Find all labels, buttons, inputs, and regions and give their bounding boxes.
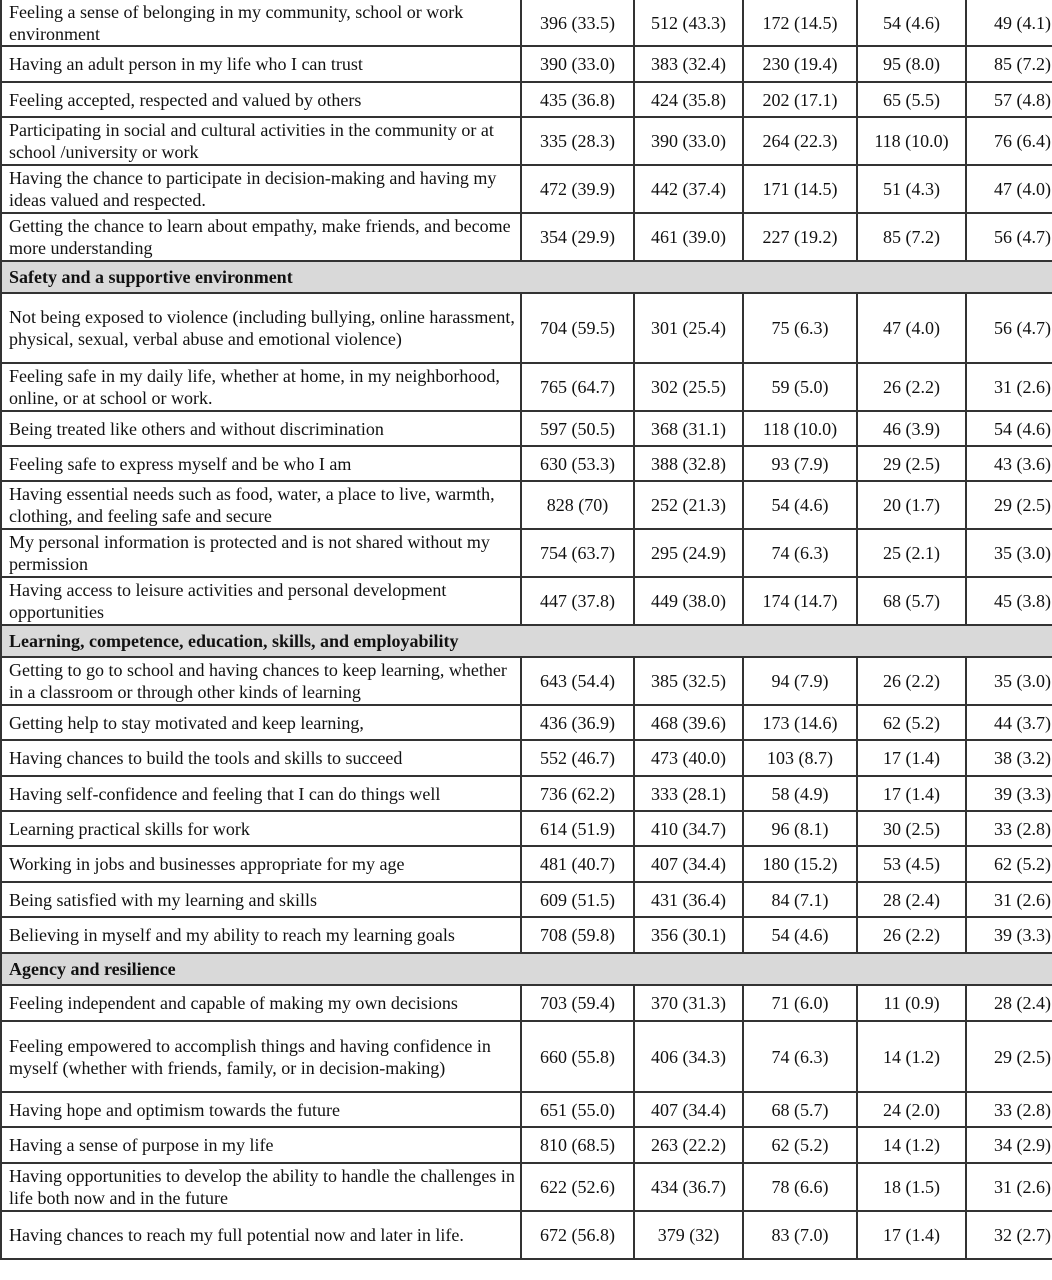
value-cell: 47 (4.0) xyxy=(966,165,1052,213)
value-cell: 264 (22.3) xyxy=(743,117,857,165)
value-cell: 171 (14.5) xyxy=(743,165,857,213)
value-cell: 43 (3.6) xyxy=(966,446,1052,481)
value-cell: 407 (34.4) xyxy=(634,846,743,882)
item-label: Being treated like others and without discrimination xyxy=(1,411,521,446)
value-cell: 85 (7.2) xyxy=(857,213,966,261)
value-cell: 396 (33.5) xyxy=(521,0,634,46)
value-cell: 424 (35.8) xyxy=(634,82,743,117)
value-cell: 335 (28.3) xyxy=(521,117,634,165)
value-cell: 68 (5.7) xyxy=(743,1092,857,1127)
value-cell: 512 (43.3) xyxy=(634,0,743,46)
table-row xyxy=(1,165,1052,213)
value-cell: 765 (64.7) xyxy=(521,363,634,411)
value-cell: 442 (37.4) xyxy=(634,165,743,213)
value-cell: 29 (2.5) xyxy=(966,481,1052,529)
item-label: Getting the chance to learn about empathy, make friends, and become more understanding xyxy=(1,213,521,261)
value-cell: 447 (37.8) xyxy=(521,577,634,625)
value-cell: 354 (29.9) xyxy=(521,213,634,261)
value-cell: 54 (4.6) xyxy=(966,411,1052,446)
value-cell: 26 (2.2) xyxy=(857,657,966,705)
value-cell: 39 (3.3) xyxy=(966,776,1052,811)
value-cell: 436 (36.9) xyxy=(521,705,634,740)
value-cell: 35 (3.0) xyxy=(966,657,1052,705)
value-cell: 51 (4.3) xyxy=(857,165,966,213)
value-cell: 410 (34.7) xyxy=(634,811,743,846)
value-cell: 44 (3.7) xyxy=(966,705,1052,740)
value-cell: 56 (4.7) xyxy=(966,213,1052,261)
item-label: Believing in myself and my ability to reach my learning goals xyxy=(1,917,521,953)
value-cell: 388 (32.8) xyxy=(634,446,743,481)
value-cell: 449 (38.0) xyxy=(634,577,743,625)
table-row xyxy=(1,82,1052,117)
table-row xyxy=(1,846,1052,882)
value-cell: 230 (19.4) xyxy=(743,46,857,82)
value-cell: 708 (59.8) xyxy=(521,917,634,953)
section-title: Learning, competence, education, skills, and employability xyxy=(1,625,1052,657)
value-cell: 431 (36.4) xyxy=(634,882,743,917)
value-cell: 33 (2.8) xyxy=(966,1092,1052,1127)
item-label: Not being exposed to violence (including bullying, online harassment, physical, sexual, verbal abuse and emotional violence) xyxy=(1,293,521,363)
value-cell: 75 (6.3) xyxy=(743,293,857,363)
value-cell: 630 (53.3) xyxy=(521,446,634,481)
value-cell: 35 (3.0) xyxy=(966,529,1052,577)
value-cell: 58 (4.9) xyxy=(743,776,857,811)
value-cell: 94 (7.9) xyxy=(743,657,857,705)
value-cell: 406 (34.3) xyxy=(634,1021,743,1092)
value-cell: 11 (0.9) xyxy=(857,985,966,1021)
value-cell: 59 (5.0) xyxy=(743,363,857,411)
table-row xyxy=(1,811,1052,846)
value-cell: 614 (51.9) xyxy=(521,811,634,846)
value-cell: 703 (59.4) xyxy=(521,985,634,1021)
table-row xyxy=(1,577,1052,625)
value-cell: 45 (3.8) xyxy=(966,577,1052,625)
value-cell: 473 (40.0) xyxy=(634,740,743,776)
value-cell: 643 (54.4) xyxy=(521,657,634,705)
value-cell: 96 (8.1) xyxy=(743,811,857,846)
table-row xyxy=(1,1211,1052,1259)
value-cell: 660 (55.8) xyxy=(521,1021,634,1092)
table-row xyxy=(1,1127,1052,1163)
value-cell: 26 (2.2) xyxy=(857,363,966,411)
item-label: Having chances to reach my full potential now and later in life. xyxy=(1,1211,521,1259)
value-cell: 54 (4.6) xyxy=(743,481,857,529)
table-row xyxy=(1,1021,1052,1092)
value-cell: 28 (2.4) xyxy=(857,882,966,917)
value-cell: 481 (40.7) xyxy=(521,846,634,882)
value-cell: 39 (3.3) xyxy=(966,917,1052,953)
value-cell: 20 (1.7) xyxy=(857,481,966,529)
value-cell: 31 (2.6) xyxy=(966,1163,1052,1211)
value-cell: 390 (33.0) xyxy=(634,117,743,165)
table-row xyxy=(1,1163,1052,1211)
value-cell: 24 (2.0) xyxy=(857,1092,966,1127)
value-cell: 76 (6.4) xyxy=(966,117,1052,165)
value-cell: 202 (17.1) xyxy=(743,82,857,117)
value-cell: 17 (1.4) xyxy=(857,1211,966,1259)
table-row xyxy=(1,411,1052,446)
table-row xyxy=(1,213,1052,261)
table-row xyxy=(1,46,1052,82)
item-label: Having essential needs such as food, water, a place to live, warmth, clothing, and feeling safe and secure xyxy=(1,481,521,529)
item-label: Having an adult person in my life who I can trust xyxy=(1,46,521,82)
table-row xyxy=(1,481,1052,529)
value-cell: 71 (6.0) xyxy=(743,985,857,1021)
item-label: Feeling a sense of belonging in my community, school or work environment xyxy=(1,0,521,46)
value-cell: 26 (2.2) xyxy=(857,917,966,953)
value-cell: 472 (39.9) xyxy=(521,165,634,213)
table-body xyxy=(1,0,1052,1259)
value-cell: 31 (2.6) xyxy=(966,882,1052,917)
value-cell: 227 (19.2) xyxy=(743,213,857,261)
table-row xyxy=(1,363,1052,411)
value-cell: 103 (8.7) xyxy=(743,740,857,776)
value-cell: 118 (10.0) xyxy=(857,117,966,165)
value-cell: 25 (2.1) xyxy=(857,529,966,577)
value-cell: 672 (56.8) xyxy=(521,1211,634,1259)
table-row xyxy=(1,740,1052,776)
value-cell: 83 (7.0) xyxy=(743,1211,857,1259)
value-cell: 174 (14.7) xyxy=(743,577,857,625)
value-cell: 461 (39.0) xyxy=(634,213,743,261)
item-label: Feeling independent and capable of making my own decisions xyxy=(1,985,521,1021)
value-cell: 57 (4.8) xyxy=(966,82,1052,117)
section-header-row xyxy=(1,953,1052,985)
item-label: Working in jobs and businesses appropriate for my age xyxy=(1,846,521,882)
value-cell: 468 (39.6) xyxy=(634,705,743,740)
value-cell: 383 (32.4) xyxy=(634,46,743,82)
item-label: Getting help to stay motivated and keep learning, xyxy=(1,705,521,740)
item-label: Feeling safe in my daily life, whether at home, in my neighborhood, online, or at school or work. xyxy=(1,363,521,411)
item-label: Having opportunities to develop the ability to handle the challenges in life both now and in the future xyxy=(1,1163,521,1211)
item-label: Having a sense of purpose in my life xyxy=(1,1127,521,1163)
section-title: Agency and resilience xyxy=(1,953,1052,985)
item-label: Having hope and optimism towards the future xyxy=(1,1092,521,1127)
item-label: Feeling accepted, respected and valued by others xyxy=(1,82,521,117)
value-cell: 29 (2.5) xyxy=(966,1021,1052,1092)
value-cell: 356 (30.1) xyxy=(634,917,743,953)
table-row xyxy=(1,705,1052,740)
table-row xyxy=(1,776,1052,811)
value-cell: 252 (21.3) xyxy=(634,481,743,529)
value-cell: 30 (2.5) xyxy=(857,811,966,846)
value-cell: 263 (22.2) xyxy=(634,1127,743,1163)
value-cell: 53 (4.5) xyxy=(857,846,966,882)
item-label: Having the chance to participate in decision-making and having my ideas valued and respected. xyxy=(1,165,521,213)
value-cell: 651 (55.0) xyxy=(521,1092,634,1127)
value-cell: 54 (4.6) xyxy=(743,917,857,953)
value-cell: 622 (52.6) xyxy=(521,1163,634,1211)
value-cell: 385 (32.5) xyxy=(634,657,743,705)
table-row xyxy=(1,1092,1052,1127)
value-cell: 434 (36.7) xyxy=(634,1163,743,1211)
item-label: Getting to go to school and having chances to keep learning, whether in a classroom or through other kinds of learning xyxy=(1,657,521,705)
value-cell: 34 (2.9) xyxy=(966,1127,1052,1163)
item-label: Having access to leisure activities and personal development opportunities xyxy=(1,577,521,625)
value-cell: 180 (15.2) xyxy=(743,846,857,882)
table-row xyxy=(1,529,1052,577)
value-cell: 18 (1.5) xyxy=(857,1163,966,1211)
value-cell: 172 (14.5) xyxy=(743,0,857,46)
section-header-row xyxy=(1,261,1052,293)
value-cell: 435 (36.8) xyxy=(521,82,634,117)
value-cell: 56 (4.7) xyxy=(966,293,1052,363)
value-cell: 68 (5.7) xyxy=(857,577,966,625)
value-cell: 302 (25.5) xyxy=(634,363,743,411)
value-cell: 65 (5.5) xyxy=(857,82,966,117)
value-cell: 407 (34.4) xyxy=(634,1092,743,1127)
table-row xyxy=(1,0,1052,46)
item-label: Learning practical skills for work xyxy=(1,811,521,846)
value-cell: 31 (2.6) xyxy=(966,363,1052,411)
item-label: My personal information is protected and is not shared without my permission xyxy=(1,529,521,577)
item-label: Feeling empowered to accomplish things and having confidence in myself (whether with friends, family, or in decision-making) xyxy=(1,1021,521,1092)
value-cell: 828 (70) xyxy=(521,481,634,529)
value-cell: 74 (6.3) xyxy=(743,529,857,577)
value-cell: 95 (8.0) xyxy=(857,46,966,82)
value-cell: 810 (68.5) xyxy=(521,1127,634,1163)
value-cell: 295 (24.9) xyxy=(634,529,743,577)
table-row xyxy=(1,293,1052,363)
item-label: Participating in social and cultural activities in the community or at school /university or work xyxy=(1,117,521,165)
value-cell: 301 (25.4) xyxy=(634,293,743,363)
value-cell: 333 (28.1) xyxy=(634,776,743,811)
value-cell: 370 (31.3) xyxy=(634,985,743,1021)
value-cell: 85 (7.2) xyxy=(966,46,1052,82)
value-cell: 84 (7.1) xyxy=(743,882,857,917)
table-row xyxy=(1,985,1052,1021)
table-row xyxy=(1,882,1052,917)
value-cell: 736 (62.2) xyxy=(521,776,634,811)
value-cell: 78 (6.6) xyxy=(743,1163,857,1211)
value-cell: 33 (2.8) xyxy=(966,811,1052,846)
item-label: Having self-confidence and feeling that I can do things well xyxy=(1,776,521,811)
value-cell: 17 (1.4) xyxy=(857,776,966,811)
value-cell: 93 (7.9) xyxy=(743,446,857,481)
value-cell: 46 (3.9) xyxy=(857,411,966,446)
value-cell: 62 (5.2) xyxy=(857,705,966,740)
value-cell: 54 (4.6) xyxy=(857,0,966,46)
item-label: Having chances to build the tools and skills to succeed xyxy=(1,740,521,776)
value-cell: 14 (1.2) xyxy=(857,1127,966,1163)
value-cell: 14 (1.2) xyxy=(857,1021,966,1092)
item-label: Being satisfied with my learning and skills xyxy=(1,882,521,917)
value-cell: 754 (63.7) xyxy=(521,529,634,577)
value-cell: 597 (50.5) xyxy=(521,411,634,446)
value-cell: 173 (14.6) xyxy=(743,705,857,740)
value-cell: 390 (33.0) xyxy=(521,46,634,82)
value-cell: 62 (5.2) xyxy=(743,1127,857,1163)
value-cell: 609 (51.5) xyxy=(521,882,634,917)
item-label: Feeling safe to express myself and be who I am xyxy=(1,446,521,481)
value-cell: 47 (4.0) xyxy=(857,293,966,363)
value-cell: 368 (31.1) xyxy=(634,411,743,446)
table-row xyxy=(1,657,1052,705)
value-cell: 29 (2.5) xyxy=(857,446,966,481)
value-cell: 38 (3.2) xyxy=(966,740,1052,776)
value-cell: 62 (5.2) xyxy=(966,846,1052,882)
value-cell: 49 (4.1) xyxy=(966,0,1052,46)
value-cell: 32 (2.7) xyxy=(966,1211,1052,1259)
section-title: Safety and a supportive environment xyxy=(1,261,1052,293)
value-cell: 552 (46.7) xyxy=(521,740,634,776)
table-row xyxy=(1,117,1052,165)
value-cell: 17 (1.4) xyxy=(857,740,966,776)
table-row xyxy=(1,917,1052,953)
value-cell: 704 (59.5) xyxy=(521,293,634,363)
table-row xyxy=(1,446,1052,481)
value-cell: 379 (32) xyxy=(634,1211,743,1259)
section-header-row xyxy=(1,625,1052,657)
value-cell: 74 (6.3) xyxy=(743,1021,857,1092)
value-cell: 118 (10.0) xyxy=(743,411,857,446)
value-cell: 28 (2.4) xyxy=(966,985,1052,1021)
